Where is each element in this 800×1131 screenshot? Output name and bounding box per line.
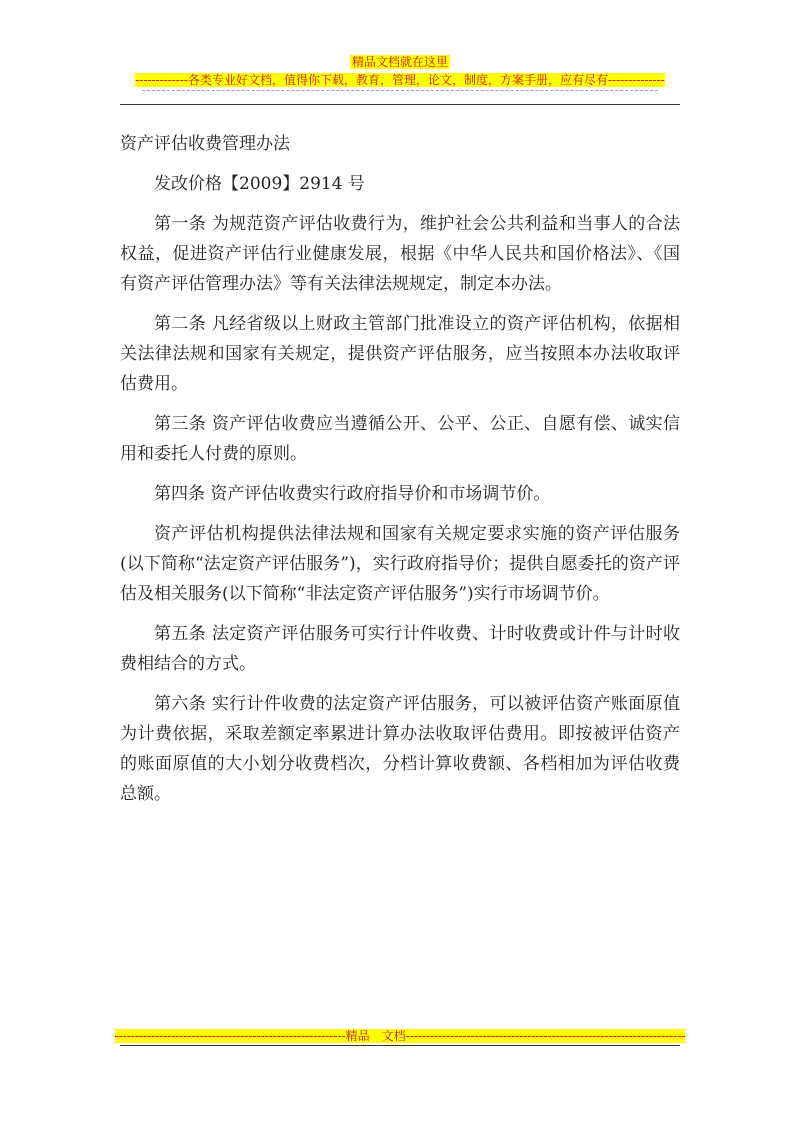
paragraph: 第五条 法定资产评估服务可实行计件收费、计时收费或计件与计时收费相结合的方式。 xyxy=(120,624,680,674)
document-body xyxy=(120,129,680,819)
header-banner xyxy=(0,73,800,87)
footer-divider xyxy=(120,1045,680,1046)
paragraph: 第一条 为规范资产评估收费行为，维护社会公共利益和当事人的合法权益，促进资产评估行业健康发展，根据《中华人民共和国价格法》、《国有资产评估管理办法》等有关法律法规规定，制定本办法。 xyxy=(120,214,680,294)
paragraph: 第三条 资产评估收费应当遵循公开、公平、公正、自愿有偿、诚实信用和委托人付费的原则。 xyxy=(120,414,680,464)
document-title: 资产评估收费管理办法 xyxy=(120,134,290,154)
header-dashed-divider xyxy=(142,90,658,91)
paragraph: 第六条 实行计件收费的法定资产评估服务，可以被评估资产账面原值为计费依据，采取差额定率累进计算办法收取评估费用。即按被评估资产的账面原值的大小划分收费档次，分档计算收费额、各档相加为评估收费总额。 xyxy=(120,694,680,804)
header-title-text: 精品文档就在这里 xyxy=(351,55,448,69)
paragraph: 资产评估机构提供法律法规和国家有关规定要求实施的资产评估服务(以下简称“法定资产评估服务”)，实行政府指导价；提供自愿委托的资产评估及相关服务(以下简称“非法定资产评估服务”)实行市场调节价。 xyxy=(120,524,680,604)
paragraph: 第四条 资产评估收费实行政府指导价和市场调节价。 xyxy=(154,484,551,504)
document-number: 发改价格【2009】2914 号 xyxy=(154,174,365,194)
header-title xyxy=(0,55,800,69)
paragraph: 第二条 凡经省级以上财政主管部门批准设立的资产评估机构，依据相关法律法规和国家有关规定，提供资产评估服务，应当按照本办法收取评估费用。 xyxy=(120,314,680,394)
footer-text: ---------------------------------------------------------精品 文档--------------------------------------------------------------------- xyxy=(114,1029,686,1043)
header-banner-text: -------------各类专业好文档，值得你下载，教育，管理，论文，制度，方案手册，应有尽有-------------- xyxy=(135,73,665,87)
header-divider xyxy=(120,104,680,105)
footer-banner xyxy=(0,1029,800,1043)
